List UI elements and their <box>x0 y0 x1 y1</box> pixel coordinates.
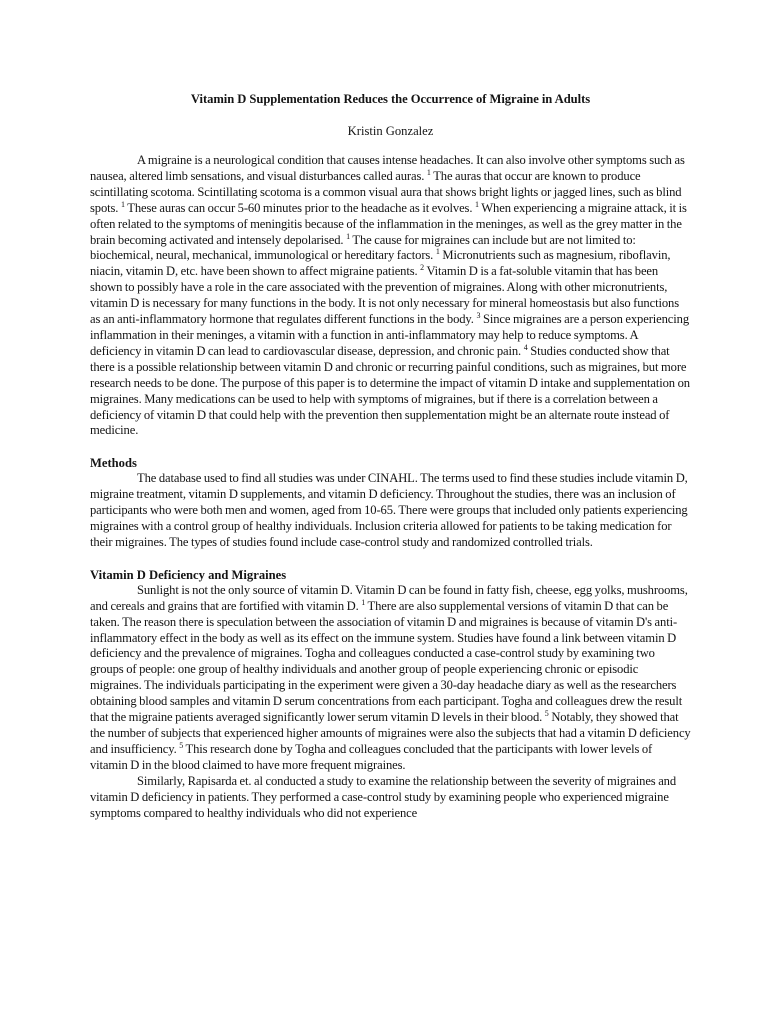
citation-marker: 5 <box>179 740 184 750</box>
paragraph-text: Since migraines are a person experiencing inflammation in their meninges, a vitamin with a function in anti-inflammatory may help to reduce symptoms. A deficiency in vitamin D can lead to cardiovascular disease, depression, and chronic pain. <box>90 312 689 358</box>
citation-marker: 3 <box>476 311 481 321</box>
paragraph-text: Sunlight is not the only source of vitamin D. Vitamin D can be found in fatty fish, cheese, egg yolks, mushrooms, and cereals and grains that are fortified with vitamin D. <box>90 582 688 613</box>
paragraph-text: Notably, they showed that the number of subjects that experienced higher amounts of migraines were also the subjects that had a vitamin D deficiency and insufficiency. <box>90 710 691 756</box>
paragraph-text: Similarly, Rapisarda et. al conducted a study to examine the relationship between the severity of migraines and vitamin D deficiency in patients. They performed a case-control study by examining people who experienced migraine symptoms compared to healthy individuals who did not experience <box>90 773 677 820</box>
deficiency-paragraph <box>90 583 691 774</box>
intro-section <box>90 153 691 439</box>
citation-marker: 5 <box>544 709 549 719</box>
paragraph-text: Vitamin D is a fat-soluble vitamin that has been shown to possibly have a role in the care associated with the prevention of migraines. Along with other micronutrients, vitamin D is necessary for many functions in the body. It is not only necessary for mineral homeostasis but also functions as an anti-inflammatory hormone that regulates different functions in the body. <box>90 264 679 327</box>
citation-marker: 1 <box>120 199 125 209</box>
deficiency-paragraph <box>90 774 691 822</box>
methods-heading: Methods <box>90 456 137 471</box>
paragraph-text: The database used to find all studies was under CINAHL. The terms used to find these studies include vitamin D, migraine treatment, vitamin D supplements, and vitamin D deficiency. Throughout the studies, there was an inclusion of participants who were both men and women, aged from 10-65. There were groups that included only patients experiencing migraines with a control group of healthy individuals. Inclusion criteria allowed for patients to be taking medication for their migraines. The types of studies found include case-control study and randomized controlled trials. <box>90 471 688 549</box>
document-title: Vitamin D Supplementation Reduces the Occurrence of Migraine in Adults <box>190 92 591 106</box>
paragraph-text: Micronutrients such as magnesium, riboflavin, niacin, vitamin D, etc. have been shown to affect migraine patients. <box>90 248 671 279</box>
paragraph-text: Studies conducted show that there is a possible relationship between vitamin D and chronic or recurring painful conditions, such as migraines, but more research needs to be done. The purpose of this paper is to determine the impact of vitamin D intake and supplementation on migraines. Many medications can be used to help with symptoms of migraines, but if there is a correlation between a deficiency of vitamin D that could help with the prevention then supplementation might be an alternate route instead of medicine. <box>90 343 690 438</box>
methods-section <box>90 471 691 551</box>
citation-marker: 2 <box>420 263 425 273</box>
paragraph-text: There are also supplemental versions of vitamin D that can be taken. The reason there is speculation between the association of vitamin D and migraines is because of vitamin D's anti-inflammatory effect in the body as well as its effect on the immune system. Studies have found a link between vitamin D deficiency and the prevalence of migraines. Togha and colleagues conducted a case-control study by examining two groups of people: one group of healthy individuals and another group of people experiencing chronic or episodic migraines. The individuals participating in the experiment were given a 30-day headache diary as well as the researchers obtaining blood samples and vitamin D serum concentrations from each participant. Togha and colleagues drew the result that the migraine patients averaged significantly lower serum vitamin D levels in their blood. <box>90 598 683 725</box>
paragraph-text: The auras that occur are known to produce scintillating scotoma. Scintillating scotoma is a common visual aura that shows bright lights or jagged lines, such as blind spots. <box>90 168 682 215</box>
intro-paragraph <box>90 153 691 439</box>
citation-marker: 1 <box>435 247 440 257</box>
paragraph-text: These auras can occur 5-60 minutes prior to the headache as it evolves. <box>124 200 475 215</box>
deficiency-section <box>90 583 691 822</box>
citation-marker: 4 <box>523 342 528 352</box>
paragraph-text: This research done by Togha and colleagues concluded that the participants with lower levels of vitamin D in the blood claimed to have more frequent migraines. <box>90 741 653 772</box>
paragraph-text: The cause for migraines can include but are not limited to: biochemical, neural, mechanical, immunological or hereditary factors. <box>90 232 636 263</box>
paragraph-text: A migraine is a neurological condition that causes intense headaches. It can also involve other symptoms such as nausea, altered limb sensations, and visual disturbances called auras. <box>90 153 685 183</box>
deficiency-heading: Vitamin D Deficiency and Migraines <box>90 567 287 582</box>
citation-marker: 1 <box>361 597 366 607</box>
methods-paragraph <box>90 471 691 551</box>
citation-marker: 1 <box>475 199 479 209</box>
paragraph-text: When experiencing a migraine attack, it is often related to the symptoms of meningitis because of the inflammation in the meninges, as well as the grey matter in the brain becoming activated and intensely depolarised. <box>90 200 687 247</box>
document-author: Kristin Gonzalez <box>347 124 434 138</box>
citation-marker: 1 <box>426 167 431 177</box>
citation-marker: 1 <box>346 231 350 241</box>
